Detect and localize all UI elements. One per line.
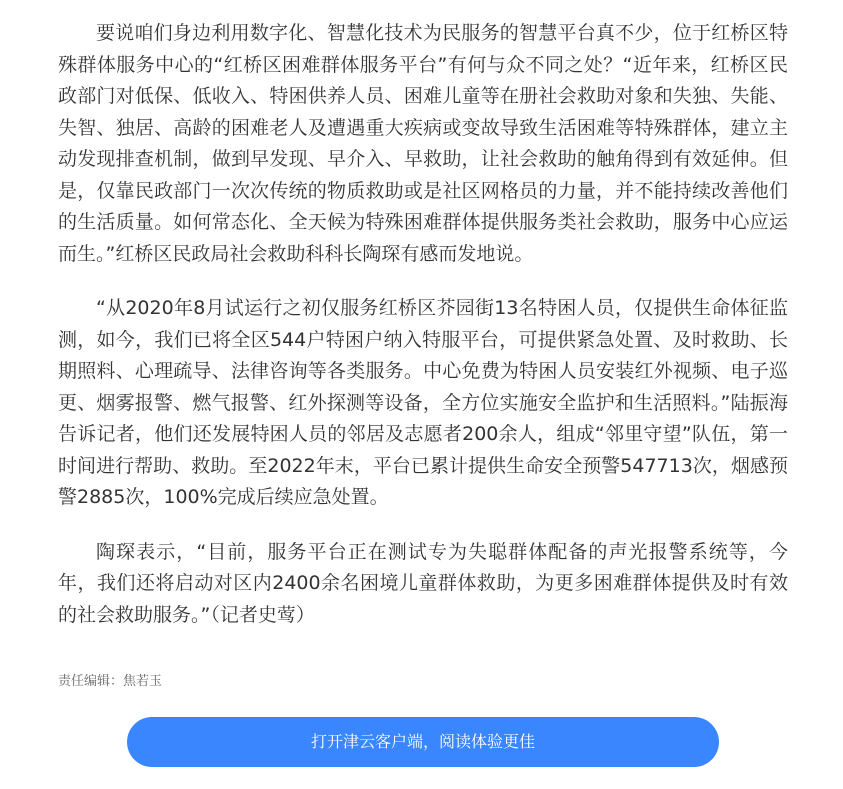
article-body: [58, 18, 788, 631]
article-paragraph: 陶琛表示，“目前，服务平台正在测试专为失聪群体配备的声光报警系统等，今年，我们还将启动对区内2400余名困境儿童群体救助，为更多困难群体提供及时有效的社会救助服务。”（记者史莺）: [58, 540, 788, 626]
open-app-button[interactable]: 打开津云客户端，阅读体验更佳: [127, 717, 719, 767]
article-paragraph: “从2020年8月试运行之初仅服务红桥区芥园街13名特困人员，仅提供生命体征监测，如今，我们已将全区544户特困户纳入特服平台，可提供紧急处置、及时救助、长期照料、心理疏导、法律咨询等各类服务。中心免费为特困人员安装红外视频、电子巡更、烟雾报警、燃气报警、红外探测等设备，全方位实施安全监护和生活照料。”陆振海告诉记者，他们还发展特困人员的邻居及志愿者200余人，组成“邻里守望”队伍，第一时间进行帮助、救助。至2022年末，平台已累计提供生命安全预警547713次，烟感预警2885次，100%完成后续应急处置。: [58, 297, 788, 508]
responsible-editor: 责任编辑：焦若玉: [58, 674, 163, 689]
article-paragraph: 要说咱们身边利用数字化、智慧化技术为民服务的智慧平台真不少，位于红桥区特殊群体服务中心的“红桥区困难群体服务平台”有何与众不同之处？“近年来，红桥区民政部门对低保、低收入、特困供养人员、困难儿童等在册社会救助对象和失独、失能、失智、独居、高龄的困难老人及遭遇重大疾病或变故导致生活困难等特殊群体，建立主动发现排查机制，做到早发现、早介入、早救助，让社会救助的触角得到有效延伸。但是，仅靠民政部门一次次传统的物质救助或是社区网格员的力量，并不能持续改善他们的生活质量。如何常态化、全天候为特殊困难群体提供服务类社会救助，服务中心应运而生。”红桥区民政局社会救助科科长陶琛有感而发地说。: [58, 22, 788, 265]
